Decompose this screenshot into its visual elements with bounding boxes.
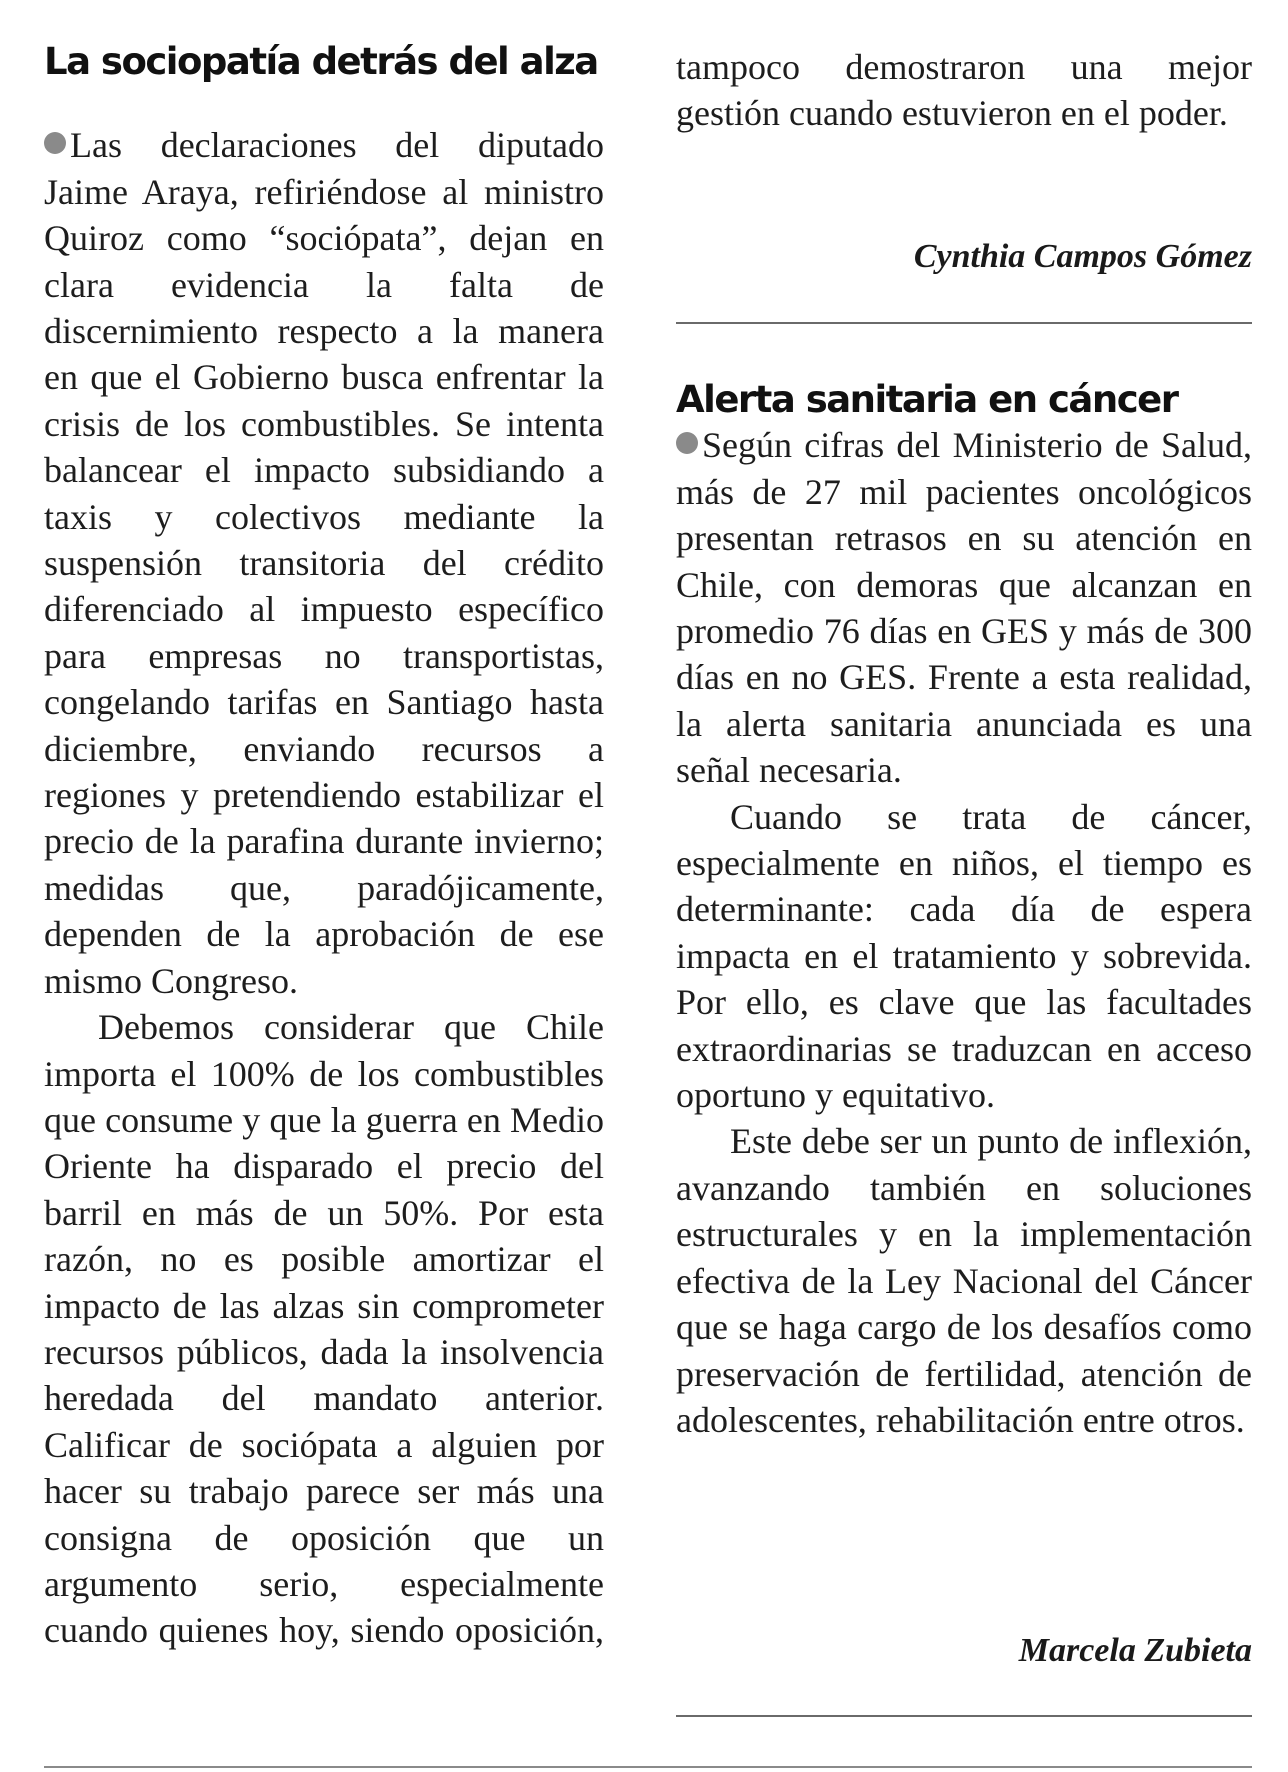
article-1-paragraph-1: Las declaraciones del diputado Jaime Araya, refiriéndose al ministro Quiroz como “sociópata”, dejan en clara evidencia la falta de discernimiento respecto a la manera en que el Gobierno busca enfrentar la crisis de los combustibles. Se intenta balancear el impacto subsidiando a taxis y colectivos mediante la suspensión transitoria del crédito diferenciado al impuesto específico para empresas no transportistas, congelando tarifas en Santiago hasta diciembre, enviando recursos a regiones y pretendiendo estabilizar el precio de la parafina durante invierno; medidas que, paradójicamente, dependen de la aprobación de ese mismo Congreso. bbox=[44, 125, 604, 1001]
page-bottom-divider bbox=[44, 1766, 1252, 1768]
divider bbox=[676, 1715, 1252, 1717]
article-2-signature: Marcela Zubieta bbox=[1018, 1632, 1252, 1669]
article-1-column bbox=[44, 0, 604, 1654]
article-1-body bbox=[44, 122, 604, 1653]
article-1-paragraph-2: Debemos considerar que Chile importa el 100% de los combustibles que consume y que la guerra en Medio Oriente ha disparado el precio del barril en más de un 50%. Por esta razón, no es posible amortizar el impacto de las alzas sin comprometer recursos públicos, dada la insolvencia heredada del mandato anterior. Calificar de sociópata a alguien por hacer su trabajo parece ser más una consigna de oposición que un argumento serio, especialmente cuando quienes hoy, siendo oposición, bbox=[44, 1007, 604, 1651]
article-2-paragraph-2: Cuando se trata de cáncer, especialmente en niños, el tiempo es determinante: cada día de espera impacta en el tratamiento y sobrevida. Por ello, es clave que las facultades extraordinarias se traduzcan en acceso oportuno y equitativo. bbox=[676, 796, 1252, 1116]
article-1-headline: La sociopatía detrás del alza bbox=[44, 40, 598, 83]
article-1-paragraph-2-continued: tampoco demostraron una mejor gestión cuando estuvieron en el poder. bbox=[676, 47, 1252, 134]
article-2-body bbox=[676, 422, 1252, 1443]
bullet-icon bbox=[676, 432, 698, 454]
article-2-paragraph-1: Según cifras del Ministerio de Salud, más de 27 mil pacientes oncológicos presentan retrasos en su atención en Chile, con demoras que alcanzan en promedio 76 días en GES y más de 300 días en no GES. Frente a esta realidad, la alerta sanitaria anunciada es una señal necesaria. bbox=[676, 425, 1252, 791]
article-1-signature: Cynthia Campos Gómez bbox=[913, 238, 1252, 275]
article-2-paragraph-3: Este debe ser un punto de inflexión, avanzando también en soluciones estructurales y en la implementación efectiva de la Ley Nacional del Cáncer que se haga cargo de los desafíos como preservación de fertilidad, atención de adolescentes, rehabilitación entre otros. bbox=[676, 1121, 1252, 1440]
bullet-icon bbox=[44, 132, 66, 154]
article-1-continuation bbox=[676, 44, 1252, 137]
article-2-headline: Alerta sanitaria en cáncer bbox=[676, 378, 1178, 421]
divider bbox=[676, 322, 1252, 324]
article-2-column bbox=[676, 378, 1252, 1443]
